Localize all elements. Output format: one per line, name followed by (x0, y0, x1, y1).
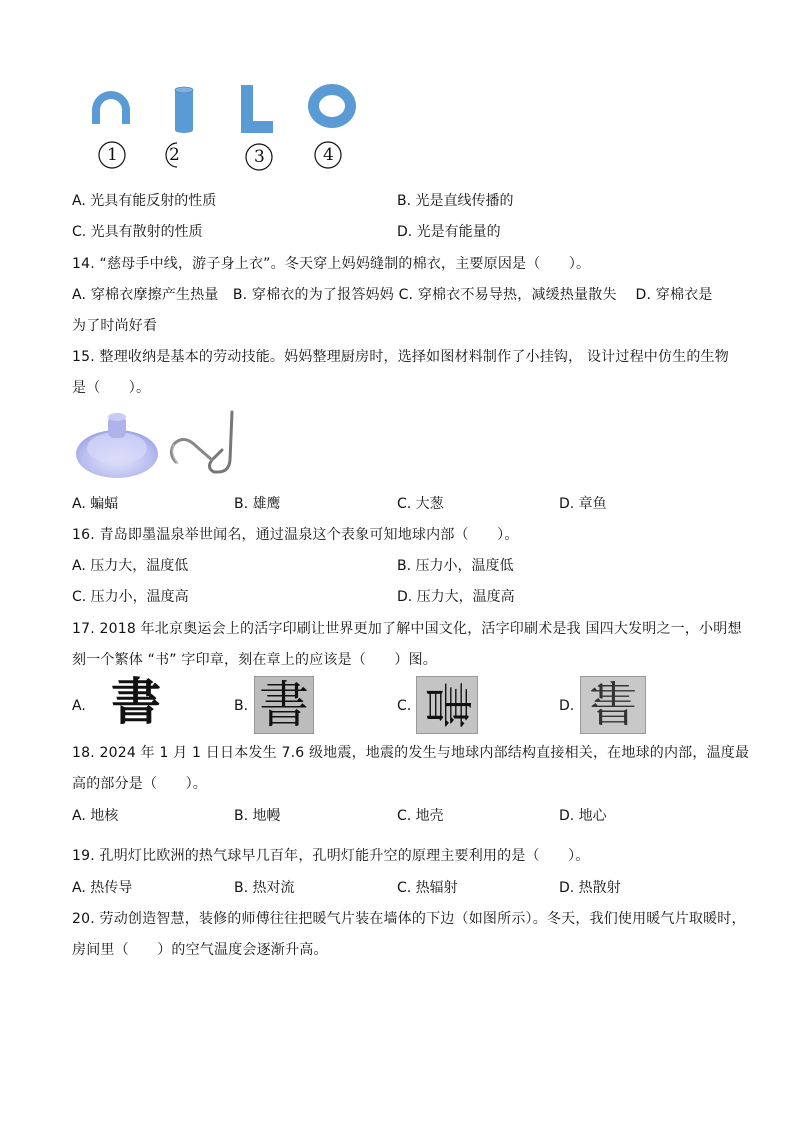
q20-stem-line2: 房间里（ ）的空气温度会逐渐升高。 (72, 942, 328, 958)
ring-shape-icon (306, 82, 358, 130)
shape-3 (240, 84, 274, 134)
q18-option-c: C. 地壳 (397, 808, 444, 824)
q18-option-b: B. 地幔 (234, 808, 281, 824)
q15-stem-line2: 是（ ）。 (72, 380, 151, 396)
shape-label-1: 1 (96, 140, 128, 170)
q14-stem: 14. “慈母手中线，游子身上衣”。冬天穿上妈妈缝制的棉衣，主要原因是（ ）。 (72, 256, 591, 272)
q16-option-b: B. 压力小，温度低 (397, 558, 514, 574)
q18-stem-line1: 18. 2024 年 1 月 1 日日本发生 7.6 级地震，地震的发生与地球内部结构直接相关，在地球的内部，温度最 (72, 745, 750, 761)
suction-cup-icon (74, 408, 160, 480)
q17-option-d-label: D. (559, 698, 575, 714)
q15-stem-line1: 15. 整理收纳是基本的劳动技能。妈妈整理厨房时，选择如图材料制作了小挂钩， 设计过程中仿生的生物 (72, 349, 729, 365)
q17-option-c-label: C. (397, 698, 412, 714)
q20-stem-line1: 20. 劳动创造智慧，装修的师傅往往把暖气片装在墙体的下边（如图所示）。冬天，我们使用暖气片取暖时， (72, 911, 746, 927)
q15-option-d: D. 章鱼 (559, 496, 607, 512)
cylinder-shape-icon (173, 86, 195, 134)
q16-option-a: A. 压力大，温度低 (72, 558, 189, 574)
q14-options-line1: A. 穿棉衣摩擦产生热量 B. 穿棉衣的为了报答妈妈 C. 穿棉衣不易导热，减缓热量散失 D. 穿棉衣是 (72, 287, 713, 303)
q16-stem: 16. 青岛即墨温泉举世闻名，通过温泉这个表象可知地球内部（ ）。 (72, 527, 519, 543)
q17-option-b-stamp (254, 676, 314, 734)
q13-option-a: A. 光具有能反射的性质 (72, 193, 217, 209)
q17-stem-line1: 17. 2018 年北京奥运会上的活字印刷让世界更加了解中国文化，活字印刷术是我 国四大发明之一，小明想 (72, 621, 742, 637)
arch-shape-icon (90, 90, 132, 126)
q17-option-a-glyph: 書 (111, 672, 161, 731)
shape-label-3: 3 (243, 142, 275, 172)
shape-label-4: 4 (312, 140, 344, 170)
hook-image (166, 410, 236, 480)
q17-option-b-glyph: 書 (259, 676, 309, 734)
q18-option-d: D. 地心 (559, 808, 607, 824)
l-shape-icon (240, 84, 274, 134)
q13-option-b: B. 光是直线传播的 (397, 193, 514, 209)
q17-option-a-label: A. (72, 698, 86, 714)
q15-option-b: B. 雄鹰 (234, 496, 281, 512)
q17-option-c-glyph: 書 (419, 680, 475, 729)
q16-option-d: D. 压力大，温度高 (397, 589, 515, 605)
q15-option-c: C. 大葱 (397, 496, 444, 512)
q14-options-line2: 为了时尚好看 (72, 318, 158, 334)
q16-option-c: C. 压力小，温度高 (72, 589, 189, 605)
shape-2 (173, 86, 195, 134)
q17-option-d-glyph: 書 (589, 677, 638, 733)
q17-option-d-stamp (580, 676, 646, 734)
metal-hook-icon (166, 410, 236, 480)
suction-cup-image (74, 408, 160, 480)
shape-label-2: 2 (163, 140, 187, 170)
q19-option-a: A. 热传导 (72, 880, 133, 896)
q13-option-c: C. 光具有散射的性质 (72, 224, 203, 240)
q19-option-b: B. 热对流 (234, 880, 295, 896)
q13-option-d: D. 光是有能量的 (397, 224, 501, 240)
q18-stem-line2: 高的部分是（ ）。 (72, 776, 207, 792)
q17-option-b-label: B. (234, 698, 249, 714)
q17-option-c-stamp (416, 676, 478, 734)
q19-option-d: D. 热散射 (559, 880, 621, 896)
q19-option-c: C. 热辐射 (397, 880, 458, 896)
shape-4 (306, 82, 358, 130)
q17-stem-line2: 刻一个繁体 “书” 字印章，刻在章上的应该是（ ）图。 (72, 652, 438, 668)
q19-stem: 19. 孔明灯比欧洲的热气球早几百年，孔明灯能升空的原理主要利用的是（ ）。 (72, 848, 590, 864)
q15-option-a: A. 蝙蝠 (72, 496, 119, 512)
q18-option-a: A. 地核 (72, 808, 119, 824)
shape-1 (90, 90, 132, 126)
